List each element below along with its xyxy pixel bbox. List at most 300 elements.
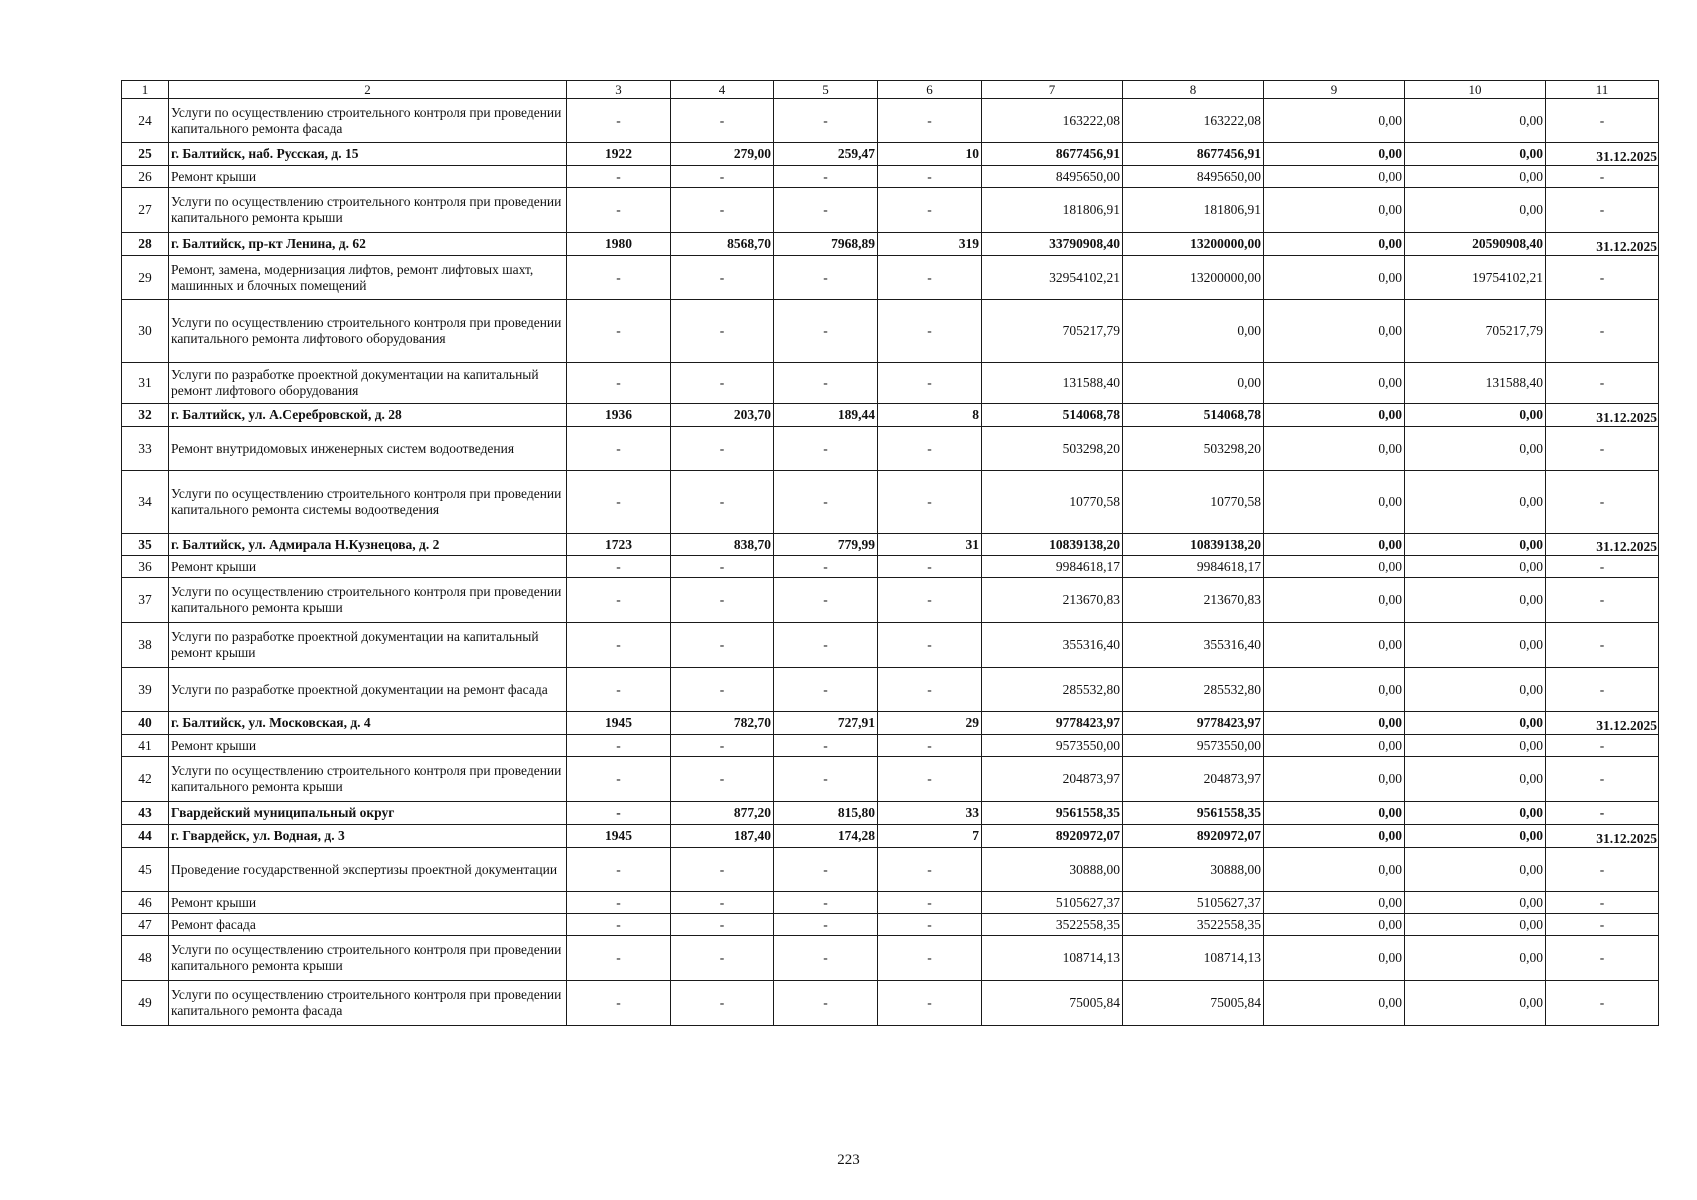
completion-date-cell: - xyxy=(1546,914,1659,936)
other-cost-cell: 0,00 xyxy=(1405,735,1546,757)
other-cost-cell: 0,00 xyxy=(1405,914,1546,936)
item-name-cell: Услуги по осуществлению строительного контроля при проведении капитального ремонта крыши xyxy=(169,757,567,802)
row-number-cell: 32 xyxy=(122,404,169,427)
row-number-cell: 40 xyxy=(122,712,169,735)
item-name-cell: г. Балтийск, ул. Адмирала Н.Кузнецова, д. 2 xyxy=(169,534,567,556)
residents-count-cell: - xyxy=(878,848,982,892)
other-cost-cell: 0,00 xyxy=(1405,623,1546,668)
completion-date-cell: - xyxy=(1546,892,1659,914)
build-year-cell: - xyxy=(567,914,671,936)
other-cost-cell: 0,00 xyxy=(1405,668,1546,712)
budget-cost-cell: 0,00 xyxy=(1264,914,1405,936)
table-row xyxy=(122,825,1659,848)
fund-cost-cell: 10770,58 xyxy=(1123,471,1264,534)
completion-date-cell: - xyxy=(1546,427,1659,471)
item-name-cell: Услуги по осуществлению строительного контроля при проведении капитального ремонта системы водоотведения xyxy=(169,471,567,534)
total-cost-cell: 514068,78 xyxy=(982,404,1123,427)
residents-count-cell: - xyxy=(878,735,982,757)
row-number-cell: 45 xyxy=(122,848,169,892)
residents-count-cell: 31 xyxy=(878,534,982,556)
total-area-cell: 203,70 xyxy=(671,404,774,427)
budget-cost-cell: 0,00 xyxy=(1264,757,1405,802)
budget-cost-cell: 0,00 xyxy=(1264,166,1405,188)
completion-date-cell: 31.12.2025 xyxy=(1546,404,1659,427)
completion-date-cell: - xyxy=(1546,936,1659,981)
column-header: 7 xyxy=(982,81,1123,99)
residents-count-cell: - xyxy=(878,914,982,936)
total-area-cell: - xyxy=(671,936,774,981)
build-year-cell: 1945 xyxy=(567,712,671,735)
column-header: 2 xyxy=(169,81,567,99)
other-cost-cell: 0,00 xyxy=(1405,757,1546,802)
fund-cost-cell: 163222,08 xyxy=(1123,99,1264,143)
table-row xyxy=(122,556,1659,578)
total-cost-cell: 181806,91 xyxy=(982,188,1123,233)
build-year-cell: - xyxy=(567,848,671,892)
table-row xyxy=(122,427,1659,471)
build-year-cell: 1945 xyxy=(567,825,671,848)
fund-cost-cell: 30888,00 xyxy=(1123,848,1264,892)
budget-cost-cell: 0,00 xyxy=(1264,256,1405,300)
total-area-cell: - xyxy=(671,471,774,534)
living-area-cell: - xyxy=(774,363,878,404)
other-cost-cell: 0,00 xyxy=(1405,848,1546,892)
total-cost-cell: 3522558,35 xyxy=(982,914,1123,936)
column-header: 1 xyxy=(122,81,169,99)
living-area-cell: - xyxy=(774,848,878,892)
column-header: 9 xyxy=(1264,81,1405,99)
row-number-cell: 29 xyxy=(122,256,169,300)
total-area-cell: - xyxy=(671,188,774,233)
budget-cost-cell: 0,00 xyxy=(1264,735,1405,757)
living-area-cell: - xyxy=(774,99,878,143)
completion-date-cell: - xyxy=(1546,981,1659,1026)
residents-count-cell: 29 xyxy=(878,712,982,735)
residents-count-cell: - xyxy=(878,936,982,981)
living-area-cell: 727,91 xyxy=(774,712,878,735)
item-name-cell: Услуги по осуществлению строительного контроля при проведении капитального ремонта лифтового оборудования xyxy=(169,300,567,363)
item-name-cell: Услуги по осуществлению строительного контроля при проведении капитального ремонта крыши xyxy=(169,936,567,981)
build-year-cell: - xyxy=(567,757,671,802)
total-area-cell: 877,20 xyxy=(671,802,774,825)
total-cost-cell: 32954102,21 xyxy=(982,256,1123,300)
item-name-cell: Гвардейский муниципальный округ xyxy=(169,802,567,825)
residents-count-cell: - xyxy=(878,892,982,914)
total-area-cell: - xyxy=(671,99,774,143)
row-number-cell: 36 xyxy=(122,556,169,578)
row-number-cell: 37 xyxy=(122,578,169,623)
table-row xyxy=(122,623,1659,668)
total-cost-cell: 355316,40 xyxy=(982,623,1123,668)
completion-date-cell: - xyxy=(1546,802,1659,825)
table-row xyxy=(122,99,1659,143)
completion-date-cell: - xyxy=(1546,188,1659,233)
other-cost-cell: 0,00 xyxy=(1405,471,1546,534)
item-name-cell: Ремонт крыши xyxy=(169,166,567,188)
table-row xyxy=(122,471,1659,534)
build-year-cell: 1936 xyxy=(567,404,671,427)
other-cost-cell: 0,00 xyxy=(1405,427,1546,471)
other-cost-cell: 0,00 xyxy=(1405,99,1546,143)
living-area-cell: 174,28 xyxy=(774,825,878,848)
fund-cost-cell: 9778423,97 xyxy=(1123,712,1264,735)
budget-cost-cell: 0,00 xyxy=(1264,143,1405,166)
column-header: 5 xyxy=(774,81,878,99)
build-year-cell: - xyxy=(567,892,671,914)
living-area-cell: - xyxy=(774,623,878,668)
column-header: 6 xyxy=(878,81,982,99)
fund-cost-cell: 8677456,91 xyxy=(1123,143,1264,166)
other-cost-cell: 0,00 xyxy=(1405,556,1546,578)
living-area-cell: 259,47 xyxy=(774,143,878,166)
total-area-cell: 187,40 xyxy=(671,825,774,848)
budget-cost-cell: 0,00 xyxy=(1264,578,1405,623)
row-number-cell: 26 xyxy=(122,166,169,188)
other-cost-cell: 0,00 xyxy=(1405,166,1546,188)
row-number-cell: 38 xyxy=(122,623,169,668)
fund-cost-cell: 75005,84 xyxy=(1123,981,1264,1026)
total-cost-cell: 8920972,07 xyxy=(982,825,1123,848)
build-year-cell: - xyxy=(567,556,671,578)
column-header: 10 xyxy=(1405,81,1546,99)
column-header: 4 xyxy=(671,81,774,99)
total-cost-cell: 503298,20 xyxy=(982,427,1123,471)
item-name-cell: г. Балтийск, наб. Русская, д. 15 xyxy=(169,143,567,166)
completion-date-cell: - xyxy=(1546,300,1659,363)
completion-date-cell: 31.12.2025 xyxy=(1546,712,1659,735)
other-cost-cell: 0,00 xyxy=(1405,802,1546,825)
completion-date-cell: - xyxy=(1546,363,1659,404)
budget-cost-cell: 0,00 xyxy=(1264,668,1405,712)
build-year-cell: - xyxy=(567,300,671,363)
living-area-cell: - xyxy=(774,188,878,233)
living-area-cell: 7968,89 xyxy=(774,233,878,256)
item-name-cell: Ремонт, замена, модернизация лифтов, ремонт лифтовых шахт, машинных и блочных помещений xyxy=(169,256,567,300)
build-year-cell: - xyxy=(567,166,671,188)
budget-cost-cell: 0,00 xyxy=(1264,427,1405,471)
total-area-cell: 279,00 xyxy=(671,143,774,166)
total-cost-cell: 108714,13 xyxy=(982,936,1123,981)
completion-date-cell: - xyxy=(1546,166,1659,188)
budget-cost-cell: 0,00 xyxy=(1264,936,1405,981)
total-area-cell: - xyxy=(671,623,774,668)
budget-cost-cell: 0,00 xyxy=(1264,712,1405,735)
fund-cost-cell: 355316,40 xyxy=(1123,623,1264,668)
build-year-cell: - xyxy=(567,936,671,981)
fund-cost-cell: 8920972,07 xyxy=(1123,825,1264,848)
build-year-cell: - xyxy=(567,735,671,757)
fund-cost-cell: 9984618,17 xyxy=(1123,556,1264,578)
completion-date-cell: - xyxy=(1546,735,1659,757)
row-number-cell: 39 xyxy=(122,668,169,712)
item-name-cell: Услуги по осуществлению строительного контроля при проведении капитального ремонта крыши xyxy=(169,188,567,233)
table-row xyxy=(122,914,1659,936)
residents-count-cell: - xyxy=(878,471,982,534)
budget-cost-cell: 0,00 xyxy=(1264,188,1405,233)
total-cost-cell: 705217,79 xyxy=(982,300,1123,363)
build-year-cell: 1980 xyxy=(567,233,671,256)
fund-cost-cell: 0,00 xyxy=(1123,363,1264,404)
total-cost-cell: 9778423,97 xyxy=(982,712,1123,735)
table-row xyxy=(122,981,1659,1026)
total-cost-cell: 8677456,91 xyxy=(982,143,1123,166)
completion-date-cell: - xyxy=(1546,668,1659,712)
fund-cost-cell: 5105627,37 xyxy=(1123,892,1264,914)
completion-date-cell: - xyxy=(1546,623,1659,668)
residents-count-cell: - xyxy=(878,427,982,471)
total-area-cell: - xyxy=(671,981,774,1026)
total-cost-cell: 30888,00 xyxy=(982,848,1123,892)
table-row xyxy=(122,712,1659,735)
total-area-cell: - xyxy=(671,427,774,471)
item-name-cell: Ремонт крыши xyxy=(169,735,567,757)
completion-date-cell: - xyxy=(1546,556,1659,578)
fund-cost-cell: 204873,97 xyxy=(1123,757,1264,802)
row-number-cell: 33 xyxy=(122,427,169,471)
living-area-cell: - xyxy=(774,578,878,623)
build-year-cell: 1922 xyxy=(567,143,671,166)
living-area-cell: 815,80 xyxy=(774,802,878,825)
build-year-cell: - xyxy=(567,578,671,623)
data-table xyxy=(121,80,1659,1026)
fund-cost-cell: 213670,83 xyxy=(1123,578,1264,623)
item-name-cell: Ремонт крыши xyxy=(169,892,567,914)
residents-count-cell: 8 xyxy=(878,404,982,427)
table-row xyxy=(122,578,1659,623)
item-name-cell: Услуги по осуществлению строительного контроля при проведении капитального ремонта фасада xyxy=(169,981,567,1026)
build-year-cell: - xyxy=(567,471,671,534)
item-name-cell: г. Балтийск, ул. Московская, д. 4 xyxy=(169,712,567,735)
table-row xyxy=(122,848,1659,892)
living-area-cell: - xyxy=(774,556,878,578)
fund-cost-cell: 3522558,35 xyxy=(1123,914,1264,936)
living-area-cell: - xyxy=(774,914,878,936)
budget-cost-cell: 0,00 xyxy=(1264,892,1405,914)
other-cost-cell: 0,00 xyxy=(1405,712,1546,735)
build-year-cell: - xyxy=(567,802,671,825)
completion-date-cell: 31.12.2025 xyxy=(1546,534,1659,556)
fund-cost-cell: 108714,13 xyxy=(1123,936,1264,981)
item-name-cell: Ремонт фасада xyxy=(169,914,567,936)
living-area-cell: - xyxy=(774,256,878,300)
build-year-cell: - xyxy=(567,363,671,404)
completion-date-cell: - xyxy=(1546,471,1659,534)
table-row xyxy=(122,534,1659,556)
table-row xyxy=(122,936,1659,981)
fund-cost-cell: 13200000,00 xyxy=(1123,256,1264,300)
other-cost-cell: 131588,40 xyxy=(1405,363,1546,404)
total-area-cell: - xyxy=(671,578,774,623)
total-cost-cell: 10839138,20 xyxy=(982,534,1123,556)
total-cost-cell: 9573550,00 xyxy=(982,735,1123,757)
fund-cost-cell: 503298,20 xyxy=(1123,427,1264,471)
row-number-cell: 31 xyxy=(122,363,169,404)
page-number: 223 xyxy=(837,1152,860,1168)
item-name-cell: Ремонт внутридомовых инженерных систем водоотведения xyxy=(169,427,567,471)
fund-cost-cell: 9561558,35 xyxy=(1123,802,1264,825)
fund-cost-cell: 181806,91 xyxy=(1123,188,1264,233)
budget-cost-cell: 0,00 xyxy=(1264,981,1405,1026)
residents-count-cell: - xyxy=(878,757,982,802)
residents-count-cell: - xyxy=(878,556,982,578)
residents-count-cell: - xyxy=(878,623,982,668)
item-name-cell: Проведение государственной экспертизы проектной документации xyxy=(169,848,567,892)
budget-cost-cell: 0,00 xyxy=(1264,233,1405,256)
fund-cost-cell: 8495650,00 xyxy=(1123,166,1264,188)
build-year-cell: - xyxy=(567,256,671,300)
completion-date-cell: 31.12.2025 xyxy=(1546,143,1659,166)
item-name-cell: Услуги по разработке проектной документации на ремонт фасада xyxy=(169,668,567,712)
row-number-cell: 49 xyxy=(122,981,169,1026)
item-name-cell: Услуги по разработке проектной документации на капитальный ремонт лифтового оборудования xyxy=(169,363,567,404)
total-cost-cell: 10770,58 xyxy=(982,471,1123,534)
total-cost-cell: 75005,84 xyxy=(982,981,1123,1026)
item-name-cell: Ремонт крыши xyxy=(169,556,567,578)
row-number-cell: 30 xyxy=(122,300,169,363)
living-area-cell: 779,99 xyxy=(774,534,878,556)
other-cost-cell: 20590908,40 xyxy=(1405,233,1546,256)
table-row xyxy=(122,404,1659,427)
table-row xyxy=(122,143,1659,166)
completion-date-cell: 31.12.2025 xyxy=(1546,233,1659,256)
total-cost-cell: 204873,97 xyxy=(982,757,1123,802)
table-row xyxy=(122,300,1659,363)
living-area-cell: - xyxy=(774,936,878,981)
table-body xyxy=(122,99,1659,1026)
total-area-cell: - xyxy=(671,914,774,936)
completion-date-cell: - xyxy=(1546,757,1659,802)
completion-date-cell: - xyxy=(1546,256,1659,300)
budget-cost-cell: 0,00 xyxy=(1264,623,1405,668)
residents-count-cell: - xyxy=(878,256,982,300)
table-row xyxy=(122,233,1659,256)
living-area-cell: - xyxy=(774,427,878,471)
other-cost-cell: 0,00 xyxy=(1405,404,1546,427)
row-number-cell: 25 xyxy=(122,143,169,166)
budget-cost-cell: 0,00 xyxy=(1264,99,1405,143)
other-cost-cell: 0,00 xyxy=(1405,825,1546,848)
total-area-cell: - xyxy=(671,848,774,892)
build-year-cell: - xyxy=(567,668,671,712)
total-area-cell: - xyxy=(671,556,774,578)
completion-date-cell: 31.12.2025 xyxy=(1546,825,1659,848)
item-name-cell: г. Балтийск, пр-кт Ленина, д. 62 xyxy=(169,233,567,256)
row-number-cell: 48 xyxy=(122,936,169,981)
total-cost-cell: 5105627,37 xyxy=(982,892,1123,914)
total-area-cell: - xyxy=(671,735,774,757)
fund-cost-cell: 9573550,00 xyxy=(1123,735,1264,757)
other-cost-cell: 0,00 xyxy=(1405,578,1546,623)
table-row xyxy=(122,188,1659,233)
total-area-cell: - xyxy=(671,166,774,188)
residents-count-cell: - xyxy=(878,166,982,188)
residents-count-cell: - xyxy=(878,99,982,143)
total-cost-cell: 213670,83 xyxy=(982,578,1123,623)
living-area-cell: - xyxy=(774,471,878,534)
other-cost-cell: 0,00 xyxy=(1405,143,1546,166)
total-area-cell: - xyxy=(671,892,774,914)
fund-cost-cell: 10839138,20 xyxy=(1123,534,1264,556)
column-header: 8 xyxy=(1123,81,1264,99)
budget-cost-cell: 0,00 xyxy=(1264,363,1405,404)
total-cost-cell: 9984618,17 xyxy=(982,556,1123,578)
column-header: 3 xyxy=(567,81,671,99)
table-row xyxy=(122,256,1659,300)
budget-cost-cell: 0,00 xyxy=(1264,556,1405,578)
row-number-cell: 27 xyxy=(122,188,169,233)
table-row xyxy=(122,735,1659,757)
residents-count-cell: - xyxy=(878,188,982,233)
budget-cost-cell: 0,00 xyxy=(1264,534,1405,556)
row-number-cell: 34 xyxy=(122,471,169,534)
total-cost-cell: 285532,80 xyxy=(982,668,1123,712)
row-number-cell: 42 xyxy=(122,757,169,802)
living-area-cell: - xyxy=(774,981,878,1026)
living-area-cell: - xyxy=(774,735,878,757)
fund-cost-cell: 514068,78 xyxy=(1123,404,1264,427)
living-area-cell: - xyxy=(774,300,878,363)
budget-cost-cell: 0,00 xyxy=(1264,471,1405,534)
fund-cost-cell: 0,00 xyxy=(1123,300,1264,363)
living-area-cell: - xyxy=(774,166,878,188)
table-row xyxy=(122,892,1659,914)
completion-date-cell: - xyxy=(1546,578,1659,623)
item-name-cell: Услуги по разработке проектной документации на капитальный ремонт крыши xyxy=(169,623,567,668)
other-cost-cell: 705217,79 xyxy=(1405,300,1546,363)
table-row xyxy=(122,757,1659,802)
residents-count-cell: 7 xyxy=(878,825,982,848)
completion-date-cell: - xyxy=(1546,848,1659,892)
residents-count-cell: - xyxy=(878,668,982,712)
build-year-cell: - xyxy=(567,981,671,1026)
budget-cost-cell: 0,00 xyxy=(1264,802,1405,825)
total-cost-cell: 33790908,40 xyxy=(982,233,1123,256)
build-year-cell: - xyxy=(567,427,671,471)
total-cost-cell: 131588,40 xyxy=(982,363,1123,404)
other-cost-cell: 0,00 xyxy=(1405,188,1546,233)
budget-cost-cell: 0,00 xyxy=(1264,300,1405,363)
residents-count-cell: 319 xyxy=(878,233,982,256)
residents-count-cell: 10 xyxy=(878,143,982,166)
row-number-cell: 46 xyxy=(122,892,169,914)
total-area-cell: - xyxy=(671,256,774,300)
budget-cost-cell: 0,00 xyxy=(1264,848,1405,892)
other-cost-cell: 0,00 xyxy=(1405,892,1546,914)
living-area-cell: - xyxy=(774,892,878,914)
row-number-cell: 44 xyxy=(122,825,169,848)
completion-date-cell: - xyxy=(1546,99,1659,143)
living-area-cell: - xyxy=(774,668,878,712)
fund-cost-cell: 13200000,00 xyxy=(1123,233,1264,256)
row-number-cell: 47 xyxy=(122,914,169,936)
total-area-cell: 782,70 xyxy=(671,712,774,735)
build-year-cell: - xyxy=(567,623,671,668)
table-row xyxy=(122,363,1659,404)
total-area-cell: - xyxy=(671,300,774,363)
total-area-cell: - xyxy=(671,757,774,802)
table-row xyxy=(122,668,1659,712)
table-row xyxy=(122,166,1659,188)
table-row xyxy=(122,802,1659,825)
living-area-cell: - xyxy=(774,757,878,802)
budget-cost-cell: 0,00 xyxy=(1264,825,1405,848)
build-year-cell: 1723 xyxy=(567,534,671,556)
residents-count-cell: - xyxy=(878,363,982,404)
column-number-header-row xyxy=(122,81,1659,99)
build-year-cell: - xyxy=(567,99,671,143)
total-area-cell: 838,70 xyxy=(671,534,774,556)
residents-count-cell: - xyxy=(878,300,982,363)
